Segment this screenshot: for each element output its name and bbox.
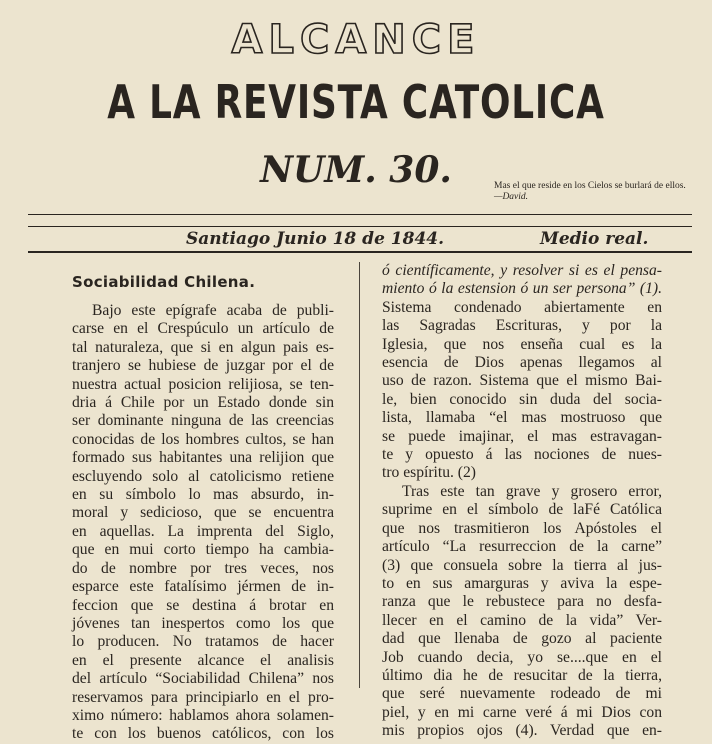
dateline: Santiago Junio 18 de 1844. — [186, 229, 445, 249]
article-line: esencia de Dios apenas llegamos al — [382, 354, 662, 372]
article-line: que seré nuevamente rodeado de mi — [382, 685, 662, 703]
issue-number: NUM. 30. — [260, 149, 452, 191]
article-line: uso de razon. Sistema que el mismo Bai- — [382, 372, 662, 390]
article-line: se puede imajinar, el mas estravagan- — [382, 427, 662, 445]
rule-top — [28, 214, 692, 215]
article-line: lo producen. No tratamos de hacer — [72, 633, 334, 651]
price: Medio real. — [540, 229, 649, 249]
article-line: artículo “La resurreccion de la carne” — [382, 538, 662, 556]
article-line: esparce este fatalísimo jérmen de in- — [72, 578, 334, 596]
article-line: (3) que consuela sobre la tierra al jus- — [382, 556, 662, 574]
article-line: te con los buenos católicos, con los — [72, 725, 334, 743]
article-line: Sistema condenado abiertamente en — [382, 298, 662, 316]
article-line: tro espíritu. (2) — [382, 464, 476, 482]
masthead-title: A LA REVISTA CATOLICA — [107, 75, 605, 129]
article-line: que nos trasmitieron los Apóstoles el — [382, 519, 662, 537]
article-line: Tras este tan grave y grosero error, — [402, 482, 662, 500]
article-line: mis propios ojos (4). Verdad que en- — [382, 722, 662, 740]
motto — [494, 181, 694, 203]
article-line: ser dominante ninguna de las creencias — [72, 412, 334, 430]
article-line: que en mui corto tiempo ha cambia- — [72, 541, 334, 559]
masthead-kicker: ALCANCE — [231, 17, 481, 63]
article-line: en aquellas. La imprenta del Siglo, — [72, 522, 334, 540]
article-line: jóvenes tan inespertos como los que — [72, 614, 334, 632]
article-line: tal naturaleza, que si en algun pais es- — [72, 338, 334, 356]
article-line: escluyendo solo al catolicismo retiene — [72, 467, 334, 485]
article-line: feccion que se destina á brotar en — [72, 596, 334, 614]
rule-upper — [28, 226, 692, 227]
article-line: ximo número: hablamos ahora solamen- — [72, 706, 334, 724]
article-line: reservamos para principiarlo en el pro- — [72, 688, 334, 706]
article-line: nuestra actual posicion relijiosa, se ten- — [72, 375, 334, 393]
article-line: suprime en el símbolo de laFé Católica — [382, 501, 662, 519]
article-line: en su símbolo lo mas absurdo, in- — [72, 486, 334, 504]
article-line: to en sus amarguras y aviva la espe- — [382, 574, 662, 592]
article-line: Iglesia, que nos enseña cual es la — [382, 335, 662, 353]
article-title: Sociabilidad Chilena. — [72, 273, 256, 291]
column-left-body — [72, 302, 334, 744]
article-line: carse en el Crespúculo un artículo de — [72, 320, 334, 338]
article-line: dria á Chile por un Estado donde sin — [72, 394, 334, 412]
article-line: le, bien conocido sin duda del socia- — [382, 390, 662, 408]
article-line: ó científicamente, y resolver si es el pensa- — [382, 262, 662, 279]
article-line: ranza que le rebustece para no desfa- — [382, 593, 662, 611]
article-line: Bajo este epígrafe acaba de publi- — [92, 302, 334, 319]
column-divider — [359, 262, 360, 688]
article-line: dad que llenaba de gozo al paciente — [382, 630, 662, 648]
rule-lower — [28, 251, 692, 253]
column-left — [72, 262, 334, 744]
article-line: miento ó la estension ó un ser persona” (1). — [382, 280, 662, 298]
article-line: del artículo “Sociabilidad Chilena” nos — [72, 670, 334, 688]
article-line: último dia he de resucitar de la tierra, — [382, 666, 662, 684]
article-line: do de nombre por tres veces, nos — [72, 559, 334, 577]
article-line: lista, llamaba “el mas mostruoso que — [382, 409, 662, 427]
motto-author: —David. — [494, 192, 529, 202]
column-right-body — [382, 262, 662, 741]
article-line: conocidas de los hombres cultos, se han — [72, 430, 334, 448]
motto-text: Mas el que reside en los Cielos se burlará de ellos. — [494, 181, 686, 191]
article-line: te y opuesto á las nociones de nues- — [382, 446, 662, 464]
article-line: moral y sedicioso, que se encuentra — [72, 504, 334, 522]
article-line: tranjero se hubiese de juzgar por el de — [72, 357, 334, 375]
column-right — [382, 262, 662, 741]
article-line: las Sagradas Escrituras, y por la — [382, 317, 662, 335]
article-line: formado sus habitantes una relijion que — [72, 449, 334, 467]
article-line: Job cuando decia, yo se....que en el — [382, 648, 662, 666]
article-line: piel, y en mi carne veré á mi Dios con — [382, 703, 662, 721]
article-line: llecer en el camino de la vida” Ver- — [382, 611, 662, 629]
article-line: en el presente alcance el analisis — [72, 651, 334, 669]
